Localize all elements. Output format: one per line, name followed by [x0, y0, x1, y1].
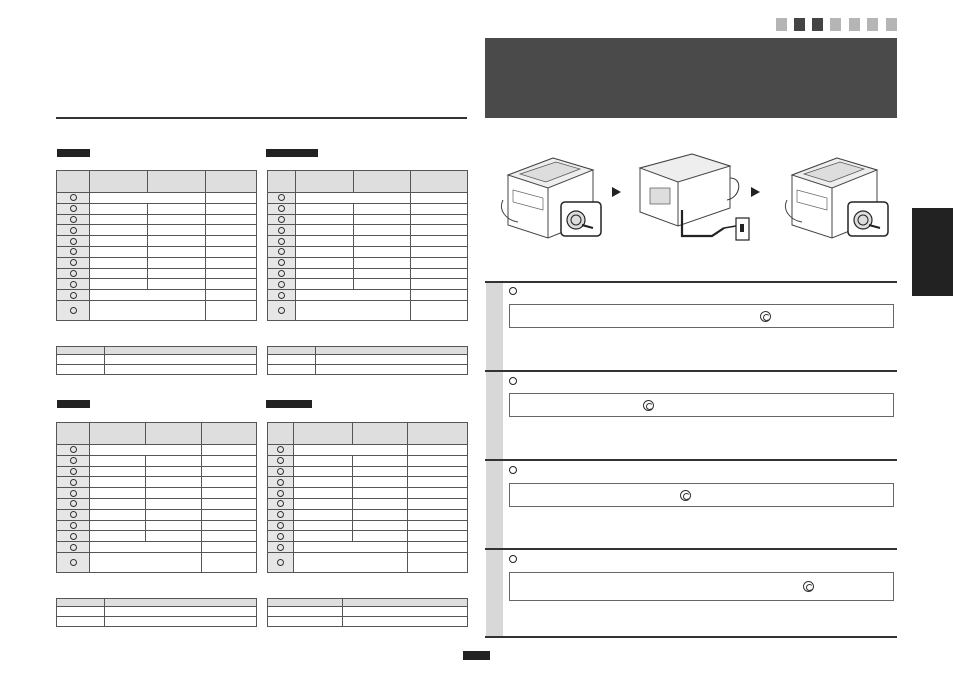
circled-number-icon — [70, 446, 77, 453]
step-indicator[interactable] — [830, 18, 841, 31]
step-indicator[interactable] — [812, 18, 823, 31]
chapter-side-tab[interactable] — [912, 208, 953, 296]
step-indicator[interactable] — [849, 18, 860, 31]
spec-table — [56, 170, 257, 321]
circled-number-icon — [70, 227, 77, 234]
step-divider — [485, 281, 897, 283]
spec-table — [267, 170, 468, 321]
summary-table — [267, 346, 468, 375]
spec-table — [267, 422, 468, 573]
step-divider — [485, 636, 897, 638]
circled-number-icon — [70, 238, 77, 245]
table-tag-3 — [57, 400, 90, 408]
power-button-icon — [803, 581, 814, 592]
circled-number-icon — [70, 559, 77, 566]
table-tag-2 — [266, 149, 318, 157]
power-button-icon — [680, 490, 691, 501]
step-indicator[interactable] — [776, 18, 787, 31]
circled-number-icon — [70, 248, 77, 255]
bullet-icon — [509, 466, 517, 474]
step-marker-bar — [486, 550, 503, 636]
circled-number-icon — [277, 468, 284, 475]
circled-number-icon — [278, 216, 285, 223]
circled-number-icon — [278, 292, 285, 299]
circled-number-icon — [278, 205, 285, 212]
circled-number-icon — [278, 281, 285, 288]
power-button-icon — [643, 400, 654, 411]
circled-number-icon — [277, 544, 284, 551]
circled-number-icon — [70, 292, 77, 299]
circled-number-icon — [277, 446, 284, 453]
step-instruction-box — [509, 393, 894, 417]
step-marker-bar — [486, 283, 503, 370]
circled-number-icon — [70, 270, 77, 277]
step-divider — [485, 459, 897, 461]
step-instruction-box — [509, 304, 894, 328]
power-button-icon — [760, 311, 771, 322]
circled-number-icon — [278, 248, 285, 255]
circled-number-icon — [70, 500, 77, 507]
circled-number-icon — [277, 533, 284, 540]
step-marker-bar — [486, 461, 503, 548]
fax-machine-illustration — [782, 150, 892, 240]
spec-table — [56, 422, 257, 573]
circled-number-icon — [277, 479, 284, 486]
circled-number-icon — [70, 307, 77, 314]
circled-number-icon — [70, 457, 77, 464]
circled-number-icon — [278, 307, 285, 314]
summary-table — [56, 598, 257, 627]
step-indicator[interactable] — [867, 18, 878, 31]
step-instruction-box — [509, 483, 894, 507]
step-instruction-box — [509, 572, 894, 601]
circled-number-icon — [70, 479, 77, 486]
bullet-icon — [509, 287, 517, 295]
page-number-tab — [463, 651, 490, 660]
circled-number-icon — [278, 259, 285, 266]
circled-number-icon — [277, 490, 284, 497]
circled-number-icon — [278, 194, 285, 201]
step-marker-bar — [486, 372, 503, 459]
circled-number-icon — [277, 457, 284, 464]
section-divider — [56, 117, 467, 119]
step-indicator[interactable] — [886, 18, 897, 31]
circled-number-icon — [70, 544, 77, 551]
fax-machine-illustration — [498, 150, 604, 240]
circled-number-icon — [70, 259, 77, 266]
circled-number-icon — [277, 559, 284, 566]
summary-table — [267, 598, 468, 627]
circled-number-icon — [70, 511, 77, 518]
summary-table — [56, 346, 257, 375]
circled-number-icon — [278, 238, 285, 245]
bullet-icon — [509, 555, 517, 563]
circled-number-icon — [70, 194, 77, 201]
circled-number-icon — [70, 533, 77, 540]
circled-number-icon — [278, 270, 285, 277]
circled-number-icon — [70, 205, 77, 212]
step-divider — [485, 370, 897, 372]
circled-number-icon — [277, 511, 284, 518]
circled-number-icon — [70, 490, 77, 497]
table-tag-4 — [266, 400, 312, 408]
circled-number-icon — [70, 468, 77, 475]
play-arrow-icon — [751, 187, 760, 197]
circled-number-icon — [277, 500, 284, 507]
title-banner — [485, 38, 897, 118]
circled-number-icon — [277, 522, 284, 529]
table-tag-1 — [57, 149, 90, 157]
circled-number-icon — [70, 281, 77, 288]
play-arrow-icon — [612, 187, 621, 197]
circled-number-icon — [70, 216, 77, 223]
step-indicator[interactable] — [794, 18, 805, 31]
power-plug-illustration — [632, 148, 750, 246]
bullet-icon — [509, 377, 517, 385]
circled-number-icon — [278, 227, 285, 234]
circled-number-icon — [70, 522, 77, 529]
step-divider — [485, 548, 897, 550]
